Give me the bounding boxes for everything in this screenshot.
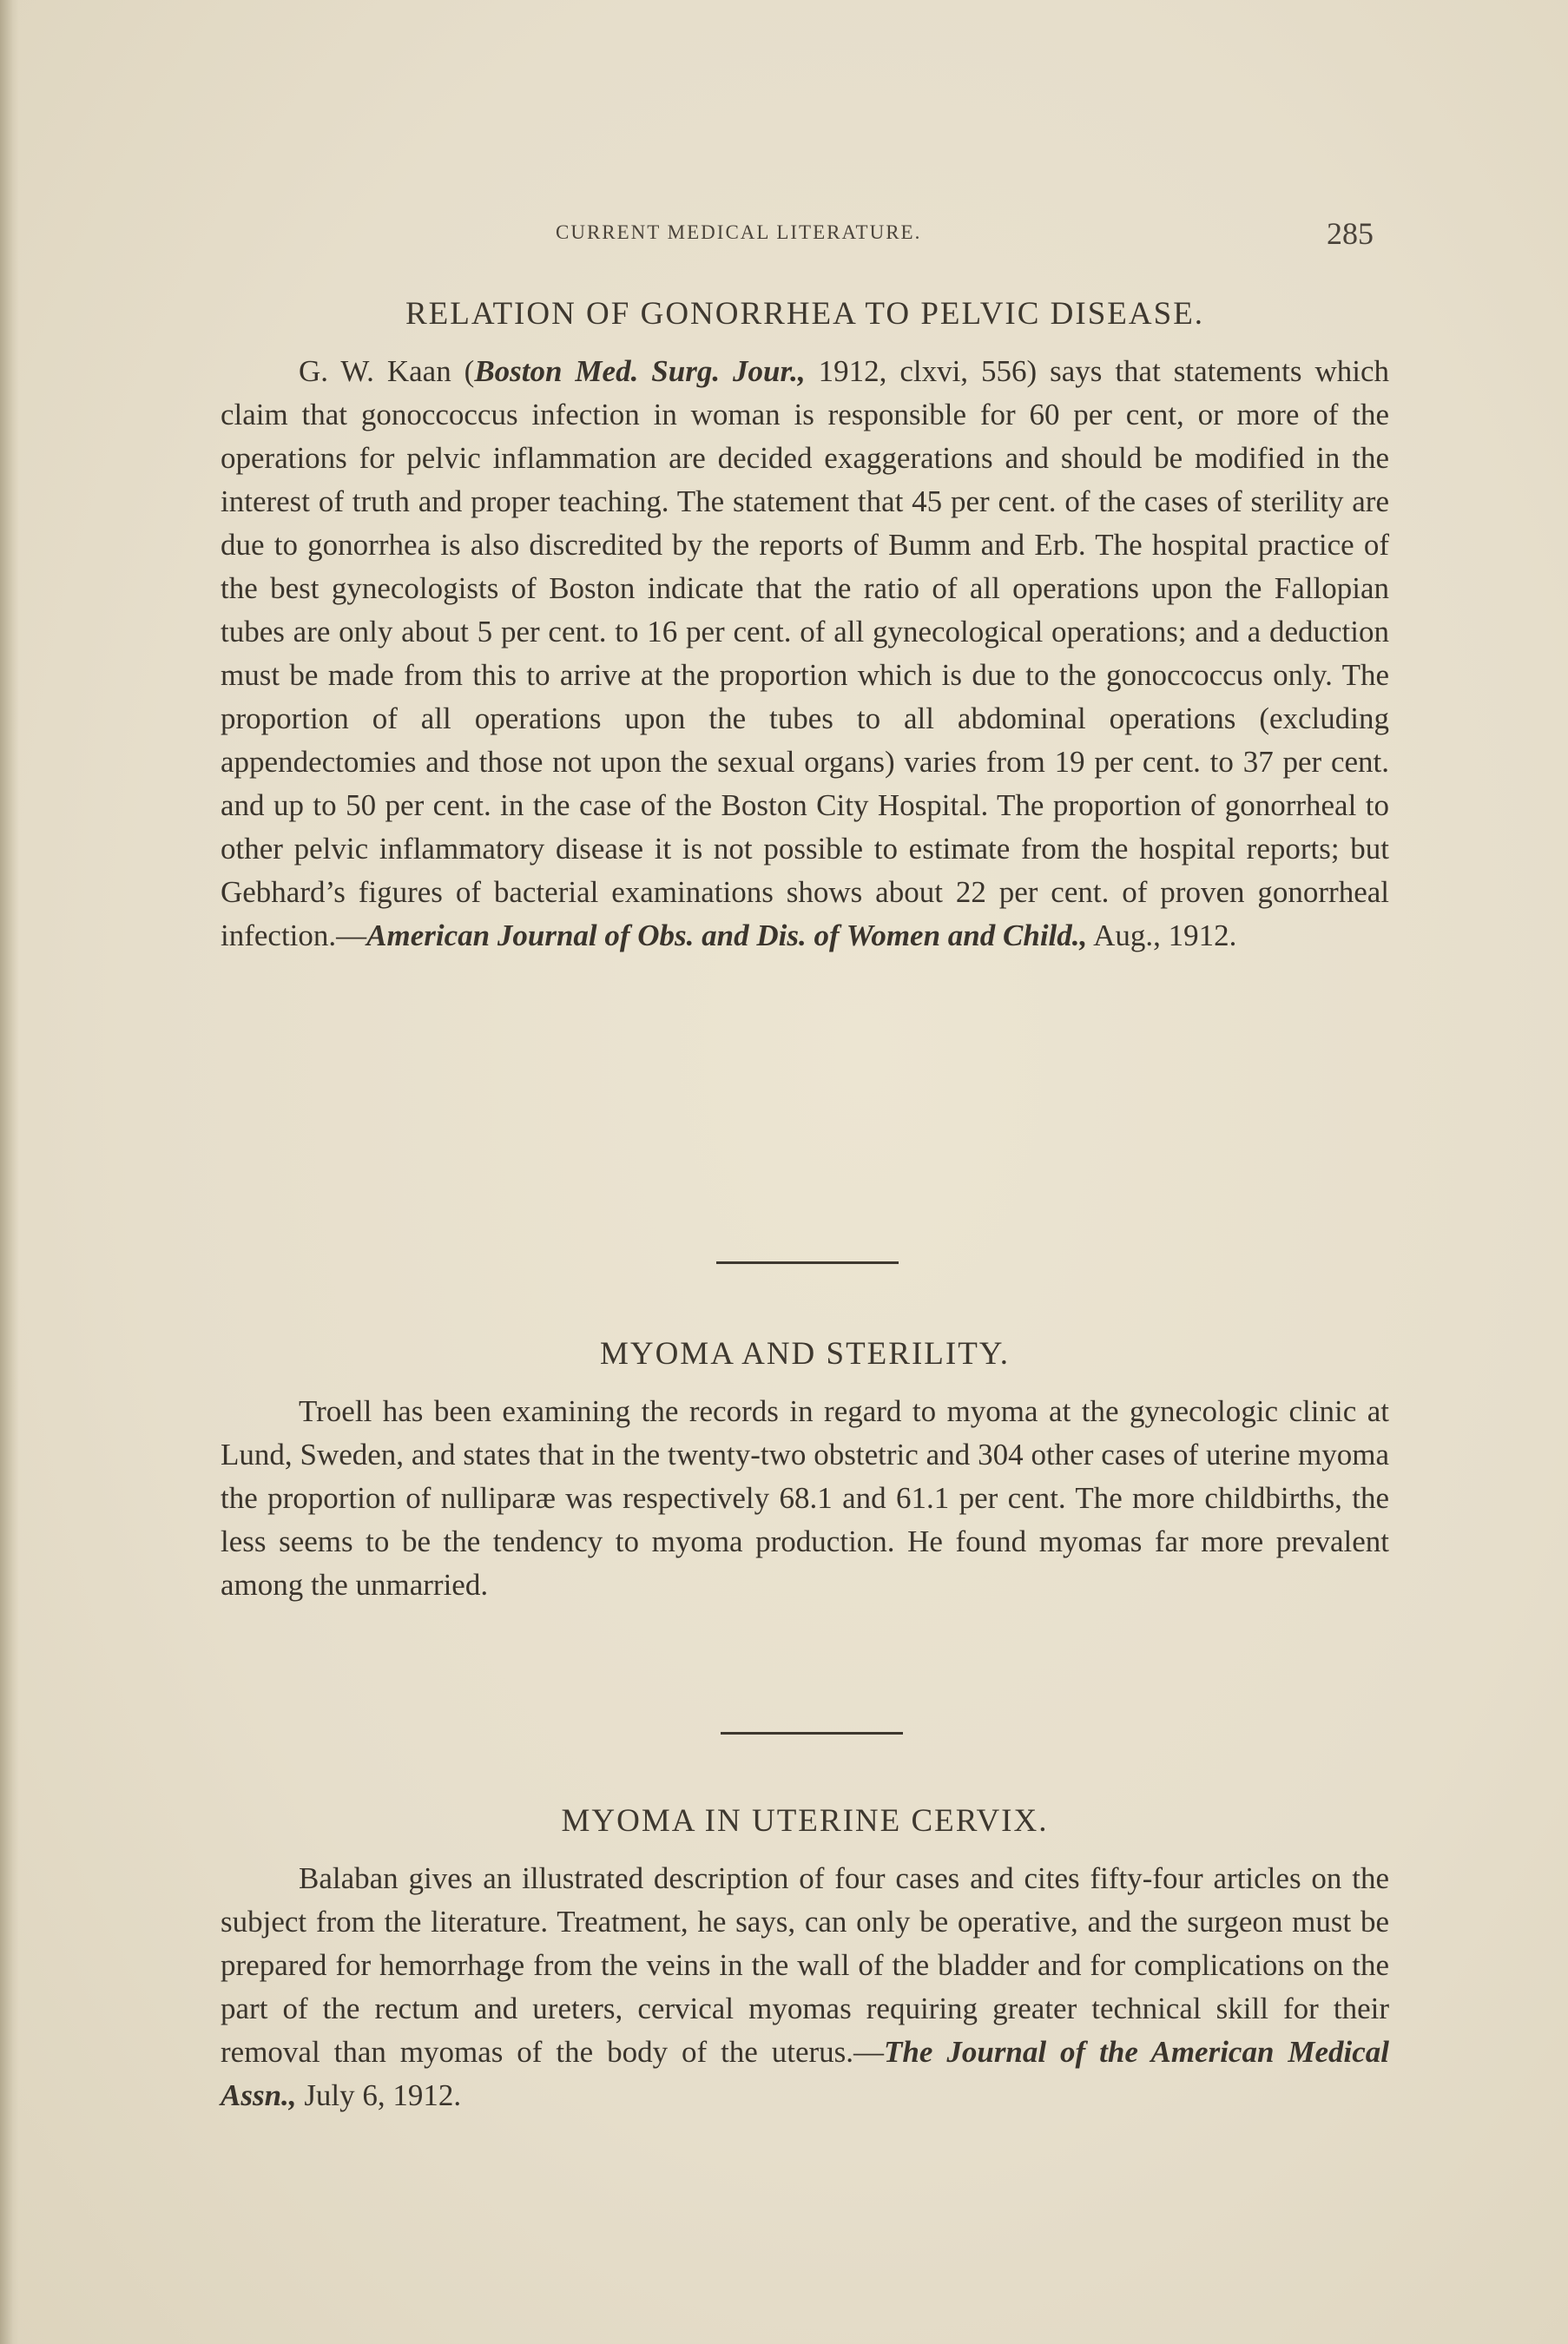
body-text: Balaban gives an illustrated description of four cases and cites fifty-four articles on the subject from the literature. Treatment, he says, can only be operative, and the surgeon must be prepared for hemorrhage from the veins in the wall of the bladder and for complications on the part of the rectum and ureters, cervical myomas requiring greater technical skill for their removal than myomas of the body of the uterus.— [221,1861,1389,2069]
page-edge-shadow [0,0,19,2344]
body-text: 1912, clxvi, 556) says that statements which claim that gonoccoccus infection in woman is responsible for 60 per cent, or more of the operations for pelvic inflammation are decided exaggerations and should be modified in the interest of truth and proper teaching. The statement that 45 per cent. of the cases of sterility are due to gonorrhea is also discredited by the reports of Bumm and Erb. The hospital practice of the best gynecologists of Boston indicate that the ratio of all operations upon the Fallopian tubes are only about 5 per cent. to 16 per cent. of all gynecological operations; and a deduction must be made from this to arrive at the proportion which is due to the gonoccoccus only. The proportion of all operations upon the tubes to all abdominal operations (excluding appendectomies and those not upon the sexual organs) varies from 19 per cent. to 37 per cent. and up to 50 per cent. in the case of the Boston City Hospital. The proportion of gonorrheal to other pelvic inflammatory disease it is not possible to estimate from the hospital reports; but Gebhard’s figures of bacterial examinations shows about 22 per cent. of proven gonorrheal infection.— [221,354,1389,952]
citation-journal: Boston Med. Surg. Jour., [474,354,806,388]
running-head: CURRENT MEDICAL LITERATURE. [556,221,922,243]
body-text: Troell has been examining the records in regard to myoma at the gynecologic clinic at Lund, Sweden, and states that in the twenty-two obstetric and 304 other cases of uterine myoma the proportion of nulliparæ was respectively 68.1 and 61.1 per cent. The more childbirths, the less seems to be the tendency to myoma production. He found myomas far more prevalent among the unmarried. [221,1394,1389,1602]
source-journal: The Journal of the American Medical Assn., [221,2035,1389,2112]
author-text: G. W. Kaan ( [299,354,475,388]
source-date: July 6, 1912. [296,2078,462,2112]
article-heading: MYOMA IN UTERINE CERVIX. [561,1803,1049,1839]
section-divider [721,1732,903,1735]
article-heading: RELATION OF GONORRHEA TO PELVIC DISEASE. [405,296,1205,332]
source-date: Aug., 1912. [1087,919,1237,952]
article-body [221,350,1389,958]
article-myoma-uterine-cervix [221,1802,1389,2117]
source-journal: American Journal of Obs. and Dis. of Women and Child., [366,919,1088,952]
article-body [221,1857,1389,2117]
article-heading: MYOMA AND STERILITY. [599,1336,1011,1372]
page-number: 285 [1327,216,1374,251]
article-myoma-sterility [221,1335,1389,1607]
section-divider [716,1261,899,1264]
article-gonorrhea-pelvic-disease [221,295,1389,958]
